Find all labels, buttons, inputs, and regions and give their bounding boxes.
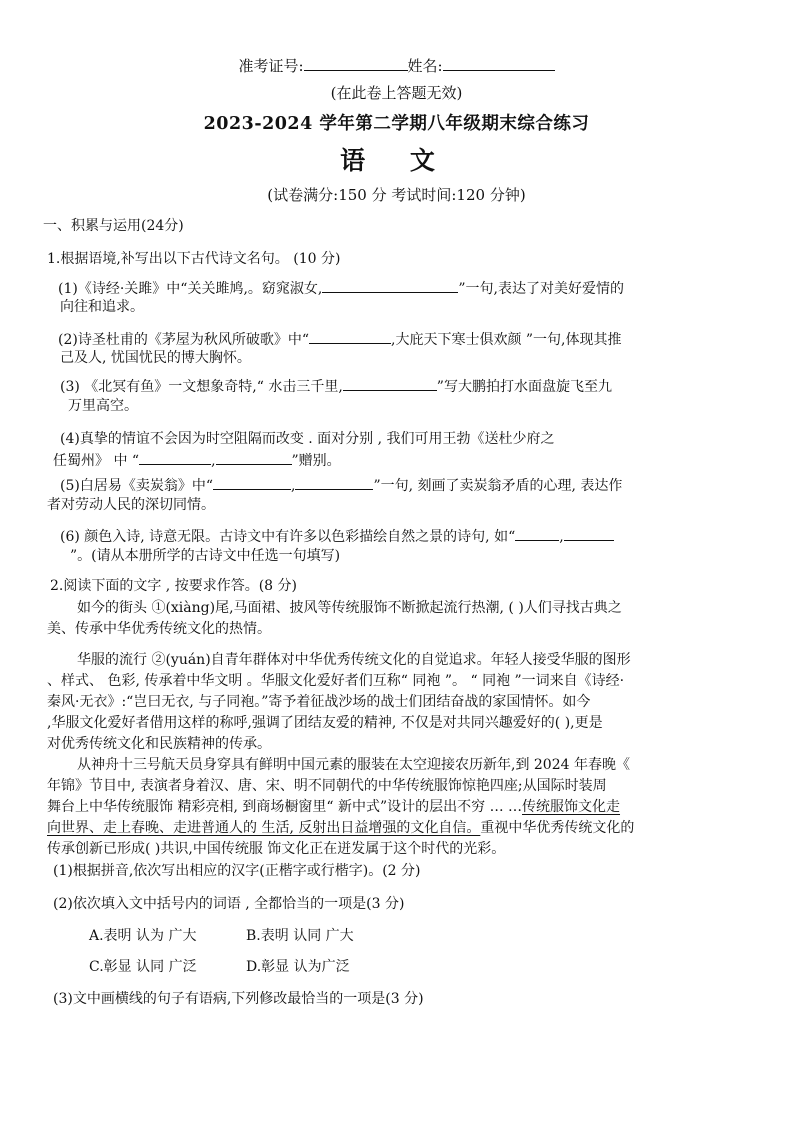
- q2-para2-line1: 华服的流行 ②(yuán)自青年群体对中华优秀传统文化的自觉追求。年轻人接受华服的图形: [77, 652, 631, 668]
- q2-para3-line3: [47, 798, 620, 816]
- option-c: C.彰显 认同 广泛: [89, 959, 197, 975]
- option-b: B.表明 认同 广大: [246, 928, 354, 944]
- q2-stem: 2.阅读下面的文字 , 按要求作答。(8 分): [50, 578, 297, 594]
- q1-item3-line1: [60, 377, 612, 396]
- q2-para3-line4: [47, 819, 634, 837]
- text: ,: [559, 529, 564, 545]
- text: (5)白居易《卖炭翁》中“: [60, 478, 213, 494]
- text: 重视中华优秀传统文化的: [480, 820, 635, 836]
- text: ”赠别。: [291, 453, 341, 469]
- q1-item6-line1: [60, 527, 614, 546]
- text: ,大庇天下寒士俱欢颜 ”一句,体现其推: [391, 332, 622, 348]
- q2-para2-line4: ,华服文化爱好者借用这样的称呼,强调了团结友爱的精神, 不仅是对共同兴趣爱好的( ),更是: [47, 715, 603, 731]
- invalid-note: (在此卷上答题无效): [330, 84, 463, 102]
- answer-blank[interactable]: [216, 451, 292, 465]
- q2-para3-line2: 年锦》节目中, 表演者身着汉、唐、宋、明不同朝代的中华传统服饰惊艳四座;从国际时装周: [47, 778, 607, 794]
- exam-id-label: 准考证号:: [238, 57, 304, 75]
- q1-item2-line2: 己及人, 忧国忧民的博大胸怀。: [60, 350, 251, 366]
- q1-item5-line1: [60, 476, 622, 495]
- q1-item4-line2: [53, 451, 341, 470]
- q1-item1-line2: 向往和追求。: [60, 299, 144, 315]
- option-d: D.彰显 认为广泛: [246, 959, 350, 975]
- answer-blank[interactable]: [295, 476, 373, 490]
- answer-blank[interactable]: [139, 451, 211, 465]
- q2-para3-line1: 从神舟十三号航天员身穿具有鲜明中国元素的服装在太空迎接农历新年,到 2024 年春晚《: [77, 757, 630, 773]
- text: ,: [291, 478, 296, 494]
- q1-stem: 1.根据语境,补写出以下古代诗文名句。 (10 分): [47, 251, 341, 267]
- exam-id-field[interactable]: [304, 57, 408, 71]
- q2-sub1: (1)根据拼音,依次写出相应的汉字(正楷字或行楷字)。(2 分): [53, 863, 421, 879]
- q1-item6-line2: ”。(请从本册所学的古诗文中任选一句填写): [70, 548, 341, 564]
- text: (2)诗圣杜甫的《茅屋为秋风所破歌》中“: [58, 332, 309, 348]
- answer-blank[interactable]: [322, 279, 458, 293]
- underlined-sentence: 传统服饰文化走: [522, 799, 621, 815]
- text: ,: [211, 453, 216, 469]
- text: (3) 《北冥有鱼》一文想象奇特,“ 水击三千里,: [60, 379, 343, 395]
- section-heading: 一、积累与运用(24分): [43, 218, 184, 234]
- q2-para1-line1: 如今的街头 ①(xiàng)尾,马面裙、披风等传统服饰不断掀起流行热潮, ( )人们寻找古典之: [77, 600, 622, 616]
- option-a: A.表明 认为 广大: [89, 928, 197, 944]
- name-label: 姓名:: [407, 57, 443, 75]
- q2-para2-line5: 对优秀传统文化和民族精神的传承。: [47, 736, 271, 752]
- exam-info: (试卷满分:150 分 考试时间:120 分钟): [267, 186, 526, 204]
- q1-item3-line2: 万里高空。: [68, 398, 138, 414]
- name-field[interactable]: [443, 57, 555, 71]
- q2-para2-line3: 秦风·无衣》:“岂曰无衣, 与子同袍。”寄予着征战沙场的战士们团结奋战的家国情怀。如今: [47, 694, 591, 710]
- text: (6) 颜色入诗, 诗意无限。古诗文中有许多以色彩描绘自然之景的诗句, 如“: [60, 529, 516, 545]
- page-title: 2023-2024 学年第二学期八年级期末综合练习: [203, 114, 590, 134]
- answer-blank[interactable]: [515, 527, 559, 541]
- text: ”一句, 刻画了卖炭翁矛盾的心理, 表达作: [373, 478, 623, 494]
- q1-item4-line1: (4)真挚的情谊不会因为时空阻隔而改变 . 面对分别 , 我们可用王勃《送杜少府之: [60, 431, 555, 447]
- text: (1)《诗经·关雎》中“关关雎鸠,。窈窕淑女,: [58, 281, 323, 297]
- text: ”一句,表达了对美好爱情的: [458, 281, 624, 297]
- q1-item1-line1: [58, 279, 624, 298]
- text: ”写大鹏拍打水面盘旋飞至九: [436, 379, 612, 395]
- underlined-sentence: 向世界、走上春晚、走进普通人的 生活, 反射出日益增强的文化自信。: [47, 820, 481, 836]
- q2-sub2: (2)依次填入文中括号内的词语 , 全都恰当的一项是(3 分): [53, 896, 405, 912]
- q1-item5-line2: 者对劳动人民的深切同情。: [47, 497, 215, 513]
- q2-para3-line5: 传承创新已形成( )共识,中国传统服 饰文化正在迸发属于这个时代的光彩。: [47, 841, 506, 857]
- answer-blank[interactable]: [343, 377, 437, 391]
- text: 任蜀州》 中 “: [53, 453, 140, 469]
- subject-title: 语 文: [340, 146, 453, 175]
- answer-blank[interactable]: [564, 527, 614, 541]
- q2-sub3: (3)文中画横线的句子有语病,下列修改最恰当的一项是(3 分): [53, 991, 424, 1007]
- answer-blank[interactable]: [309, 330, 391, 344]
- q2-para2-line2: 、样式、 色彩, 传承着中华文明 。华服文化爱好者们互称“ 同袍 ”。 “ 同袍 ”一词来自《诗经·: [47, 673, 625, 689]
- answer-blank[interactable]: [213, 476, 291, 490]
- q1-item2-line1: [58, 330, 622, 349]
- q2-para1-line2: 美、传承中华优秀传统文化的热情。: [47, 621, 271, 637]
- text: 舞台上中华传统服饰 精彩亮相, 到商场橱窗里“ 新中式”设计的层出不穷 … …: [47, 799, 523, 815]
- exam-id-row: [0, 57, 793, 75]
